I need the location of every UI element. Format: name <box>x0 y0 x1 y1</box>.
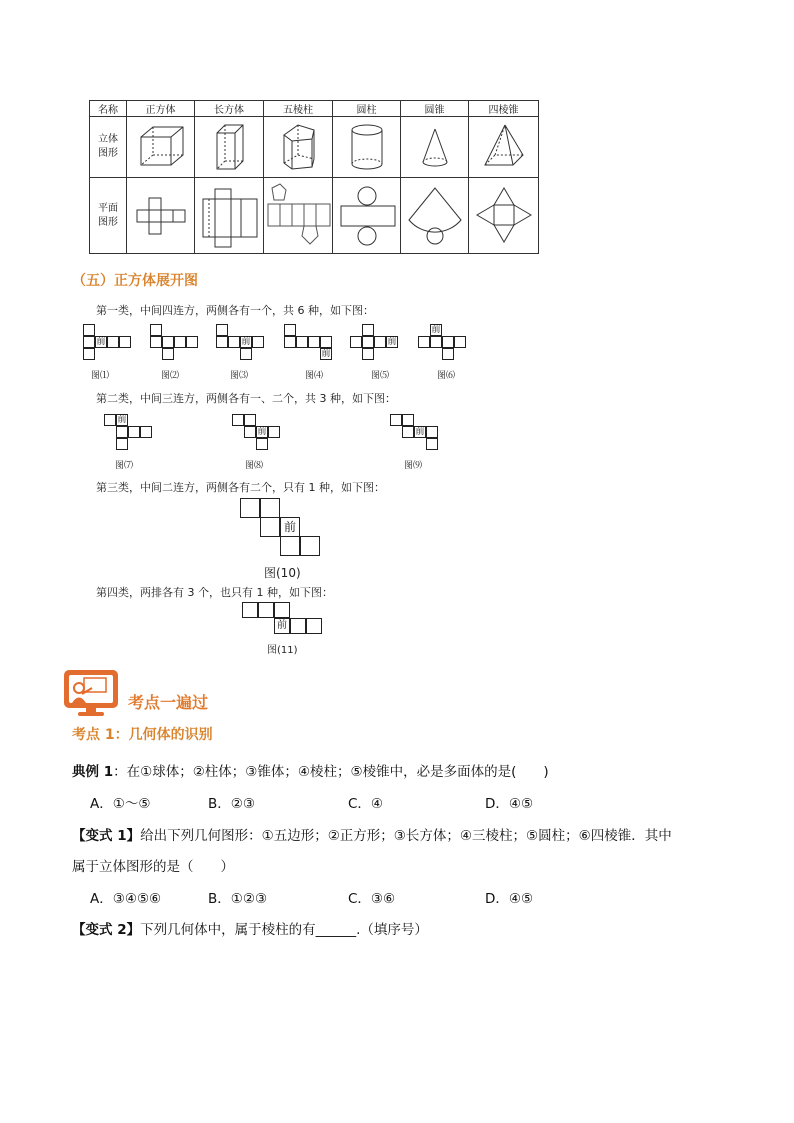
cylinder-figure <box>333 117 401 178</box>
net-fig4: 前 <box>284 324 344 364</box>
caption-fig10: 图(10) <box>264 566 301 580</box>
table-row-solids <box>90 117 539 178</box>
example1-option-d: D．④⑤ <box>485 796 534 812</box>
net-fig6: 前 <box>418 324 478 364</box>
variant1-option-a: A．③④⑤⑥ <box>90 891 162 907</box>
variant1-option-d: D．④⑤ <box>485 891 534 907</box>
pentagonal-prism-figure <box>264 117 333 178</box>
net-fig8: 前 <box>232 414 292 454</box>
class1-text: 第一类，中间四连方，两侧各有一个，共 6 种，如下图： <box>96 304 374 317</box>
example1-option-b: B．②③ <box>208 796 255 812</box>
example1-label: 典例 1 <box>72 764 114 780</box>
net-fig11: 前 <box>242 602 324 636</box>
net-fig2 <box>150 324 210 364</box>
cylinder-net-figure <box>333 178 401 254</box>
caption-fig7: 图⑺ <box>115 461 134 471</box>
variant1-line2: 属于立体图形的是（ ） <box>72 859 234 875</box>
caption-fig1: 图⑴ <box>91 371 110 381</box>
net-fig7: 前 <box>104 414 164 454</box>
cube-net-figure <box>127 178 195 254</box>
header-cell: 四棱锥 <box>469 101 539 117</box>
variant1-label: 【变式 1】 <box>72 828 141 844</box>
net-fig9: 前 <box>390 414 450 454</box>
example1-option-a: A．①～⑤ <box>90 796 151 812</box>
class2-text: 第二类，中间三连方，两侧各有一、二个，共 3 种，如下图： <box>96 392 396 405</box>
caption-fig5: 图⑸ <box>371 371 390 381</box>
variant2-label: 【变式 2】 <box>72 922 141 938</box>
caption-fig6: 图⑹ <box>437 371 456 381</box>
header-cell: 正方体 <box>127 101 195 117</box>
square-pyramid-net-figure <box>469 178 539 254</box>
cone-net-figure <box>401 178 469 254</box>
example1-option-c: C．④ <box>348 796 384 812</box>
net-fig5: 前 <box>350 324 410 364</box>
net-fig1: 前 <box>83 324 143 364</box>
table-header-row <box>90 101 539 117</box>
header-cell: 名称 <box>90 101 127 117</box>
net-fig3: 前 <box>216 324 276 364</box>
net-fig10: 前 <box>240 498 320 558</box>
cuboid-net-figure <box>195 178 264 254</box>
section-title-cube-nets: （五）正方体展开图 <box>72 273 198 289</box>
square-pyramid-figure <box>469 117 539 178</box>
variant1-line1: 【变式 1】给出下列几何图形：①五边形；②正方形；③长方体；④三棱柱；⑤圆柱；⑥四棱锥．其中 <box>72 828 672 844</box>
caption-fig8: 图⑻ <box>245 461 264 471</box>
cuboid-figure <box>195 117 264 178</box>
example1 <box>72 760 549 780</box>
cone-figure <box>401 117 469 178</box>
caption-fig4: 图⑷ <box>305 371 324 381</box>
table-row-nets <box>90 178 539 254</box>
variant2 <box>72 918 428 938</box>
class4-text: 第四类，两排各有 3 个，也只有 1 种，如下图： <box>96 586 333 599</box>
pentagonal-prism-net-figure <box>264 178 333 254</box>
caption-fig3: 图⑶ <box>230 371 249 381</box>
variant1-option-c: C．③⑥ <box>348 891 396 907</box>
header-cell: 长方体 <box>195 101 264 117</box>
caption-fig11: 图(11) <box>267 645 298 656</box>
solids-table <box>89 100 539 254</box>
header-cell: 五棱柱 <box>264 101 333 117</box>
point1-title: 考点 1：几何体的识别 <box>72 727 213 743</box>
example1-text: ：在①球体；②柱体；③锥体；④棱柱；⑤棱锥中，必是多面体的是( ) <box>113 764 549 780</box>
review-title: 考点一遍过 <box>128 693 209 712</box>
row-label: 平面 图形 <box>90 178 127 254</box>
header-cell: 圆柱 <box>333 101 401 117</box>
variant2-text: 下列几何体中，属于棱柱的有______.（填序号） <box>140 922 428 938</box>
cube-figure <box>127 117 195 178</box>
variant1-option-b: B．①②③ <box>208 891 268 907</box>
class3-text: 第三类，中间二连方，两侧各有二个，只有 1 种，如下图： <box>96 481 385 494</box>
caption-fig9: 图⑼ <box>404 461 423 471</box>
row-label: 立体 图形 <box>90 117 127 178</box>
caption-fig2: 图⑵ <box>161 371 180 381</box>
monitor-teacher-icon <box>62 668 120 718</box>
header-cell: 圆锥 <box>401 101 469 117</box>
